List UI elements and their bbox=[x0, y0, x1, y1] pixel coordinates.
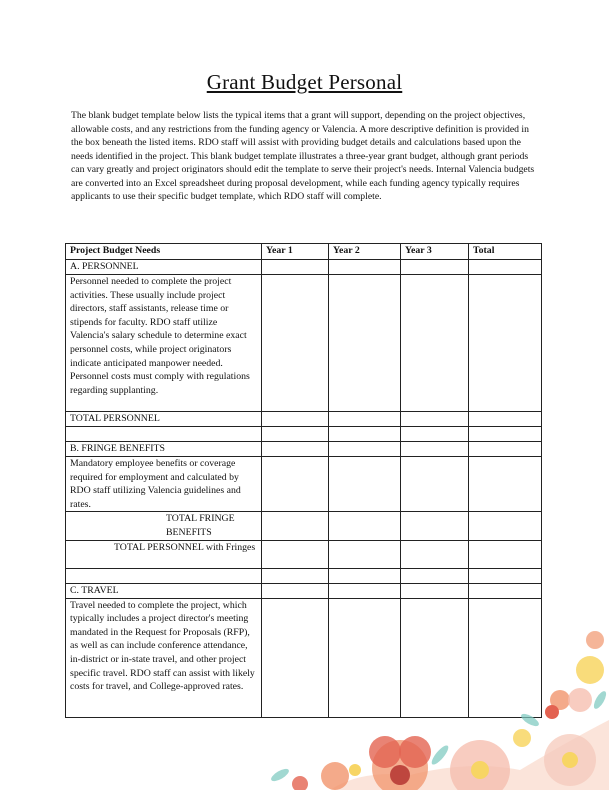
table-cell[interactable] bbox=[401, 512, 469, 540]
table-cell[interactable] bbox=[401, 568, 469, 583]
table-cell[interactable] bbox=[329, 568, 401, 583]
table-cell[interactable] bbox=[469, 512, 542, 540]
personnel-description: Personnel needed to complete the project activities. These usually include project directors, staff assistants, release time or stipends for faculty. RDO staff utilize Valencia's salary schedule to determine exact personnel costs, while project originators indicate anticipated manpower needed. Personnel costs must comply with regulations regarding supplanting. bbox=[66, 275, 262, 412]
table-cell[interactable] bbox=[329, 275, 401, 412]
flower-pink-corner bbox=[544, 734, 596, 786]
table-cell[interactable] bbox=[262, 457, 329, 512]
flower-large-red bbox=[369, 736, 431, 790]
total-personnel-with-fringes-text: TOTAL PERSONNEL with Fringes bbox=[114, 541, 256, 553]
table-row bbox=[66, 442, 542, 457]
total-personnel-with-fringes-label bbox=[66, 540, 262, 568]
travel-description: Travel needed to complete the project, which typically includes a project director's meeting mandated in the Request for Proposals (RFP), as well as can include conference attendance, in-district or in-state travel, and other project specific travel. RDO staff can assist with likely costs for travel, and College-approved rates. bbox=[66, 598, 262, 717]
table-cell[interactable] bbox=[401, 598, 469, 717]
header-year-3: Year 3 bbox=[401, 244, 469, 260]
table-cell[interactable] bbox=[329, 412, 401, 427]
table-cell[interactable] bbox=[401, 583, 469, 598]
table-cell[interactable] bbox=[329, 598, 401, 717]
table-cell[interactable] bbox=[262, 275, 329, 412]
table-row bbox=[66, 260, 542, 275]
table-header-row bbox=[66, 244, 542, 260]
flower-pink-right bbox=[450, 740, 510, 790]
table-cell[interactable] bbox=[262, 512, 329, 540]
table-cell[interactable] bbox=[329, 442, 401, 457]
table-row bbox=[66, 568, 542, 583]
table-cell[interactable] bbox=[262, 598, 329, 717]
table-row bbox=[66, 457, 542, 512]
header-project-budget-needs: Project Budget Needs bbox=[66, 244, 262, 260]
table-cell[interactable] bbox=[329, 427, 401, 442]
table-cell[interactable] bbox=[401, 275, 469, 412]
fringe-heading: B. FRINGE BENEFITS bbox=[66, 442, 262, 457]
table-cell[interactable] bbox=[401, 457, 469, 512]
table-cell[interactable] bbox=[401, 412, 469, 427]
table-cell[interactable] bbox=[469, 260, 542, 275]
table-cell[interactable] bbox=[469, 275, 542, 412]
table-cell[interactable] bbox=[262, 260, 329, 275]
table-cell[interactable] bbox=[469, 583, 542, 598]
personnel-heading: A. PERSONNEL bbox=[66, 260, 262, 275]
table-cell[interactable] bbox=[262, 427, 329, 442]
total-fringe-text: TOTAL FRINGE BENEFITS bbox=[166, 513, 235, 538]
budget-table bbox=[65, 243, 542, 718]
table-cell[interactable] bbox=[469, 442, 542, 457]
table-cell[interactable] bbox=[66, 427, 262, 442]
table-cell[interactable] bbox=[401, 540, 469, 568]
table-row bbox=[66, 412, 542, 427]
table-cell[interactable] bbox=[262, 583, 329, 598]
table-cell[interactable] bbox=[329, 260, 401, 275]
table-row bbox=[66, 540, 542, 568]
table-cell[interactable] bbox=[329, 540, 401, 568]
flower-wash bbox=[330, 720, 609, 790]
table-cell[interactable] bbox=[66, 568, 262, 583]
header-year-2: Year 2 bbox=[329, 244, 401, 260]
table-cell[interactable] bbox=[401, 427, 469, 442]
table-cell[interactable] bbox=[329, 457, 401, 512]
table-row bbox=[66, 512, 542, 540]
table-cell[interactable] bbox=[469, 412, 542, 427]
header-total: Total bbox=[469, 244, 542, 260]
table-cell[interactable] bbox=[329, 512, 401, 540]
total-personnel-label: TOTAL PERSONNEL bbox=[66, 412, 262, 427]
table-cell[interactable] bbox=[469, 540, 542, 568]
fringe-description: Mandatory employee benefits or coverage required for employment and calculated by RDO staff utilizing Valencia guidelines and rates. bbox=[66, 457, 262, 512]
table-cell[interactable] bbox=[401, 442, 469, 457]
table-row bbox=[66, 583, 542, 598]
travel-heading: C. TRAVEL bbox=[66, 583, 262, 598]
flower-orange-left bbox=[292, 762, 361, 790]
table-cell[interactable] bbox=[469, 598, 542, 717]
table-row bbox=[66, 275, 542, 412]
total-fringe-label bbox=[66, 512, 262, 540]
table-cell[interactable] bbox=[262, 540, 329, 568]
table-cell[interactable] bbox=[262, 412, 329, 427]
page-title: Grant Budget Personal bbox=[206, 70, 403, 94]
table-cell[interactable] bbox=[262, 568, 329, 583]
table-cell[interactable] bbox=[469, 427, 542, 442]
table-cell[interactable] bbox=[401, 260, 469, 275]
header-year-1: Year 1 bbox=[262, 244, 329, 260]
table-row bbox=[66, 598, 542, 717]
table-cell[interactable] bbox=[469, 568, 542, 583]
table-cell[interactable] bbox=[262, 442, 329, 457]
table-row bbox=[66, 427, 542, 442]
intro-paragraph: The blank budget template below lists the typical items that a grant will support, depending on the project objectives, allowable costs, and any restrictions from the funding agency or Valencia. A more descriptive definition is provided in the box beneath the listed items. RDO staff will assist with providing budget details and calculations based upon the needs identified in the project. This blank budget template illustrates a three-year grant budget, although grant periods can vary greatly and project originators should edit the template to serve their project's needs. Internal Valencia budgets are converted into an Excel spreadsheet during proposal development, while each funding agency typically requires applicants to use their specific budget template, which RDO staff will complete. bbox=[71, 110, 535, 202]
table-cell[interactable] bbox=[469, 457, 542, 512]
table-cell[interactable] bbox=[329, 583, 401, 598]
